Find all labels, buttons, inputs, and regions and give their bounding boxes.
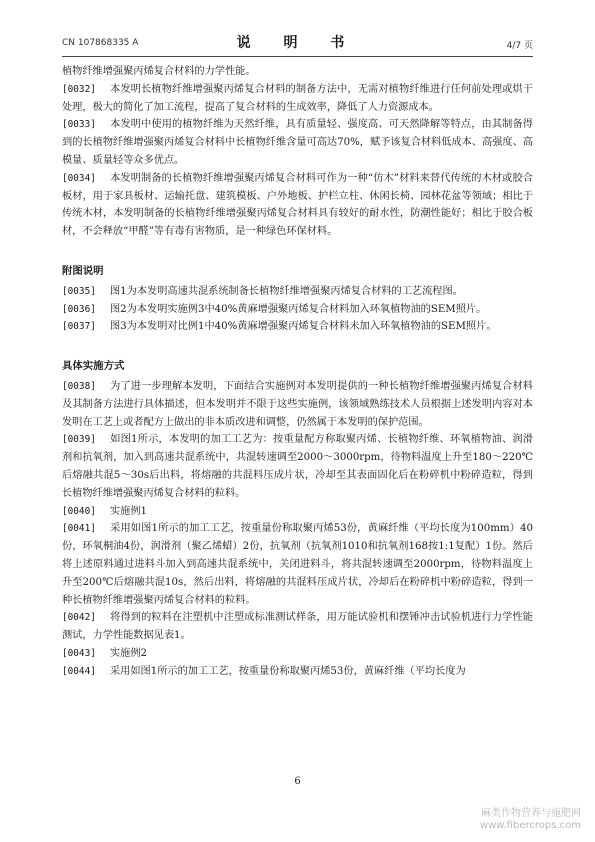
paragraph-number: [0042] xyxy=(62,612,96,624)
paragraph-number: [0041] xyxy=(62,523,96,535)
paragraph xyxy=(62,378,533,431)
paragraph xyxy=(62,609,533,645)
watermark-line-1: 麻类作物营养与施肥网 xyxy=(481,808,581,819)
paragraph xyxy=(62,170,533,241)
page-of-indicator: 4/7 页 xyxy=(506,41,533,51)
document-title: 说 明 书 xyxy=(236,35,359,51)
paragraph-group-intro xyxy=(62,63,533,241)
paragraph-number: [0032] xyxy=(62,83,96,95)
paragraph-text: 本发明中使用的植物纤维为天然纤维，具有质量轻、强度高、可天然降解等特点，由其制备得到的长植物纤维增强聚丙烯复合材料中长植物纤维含量可高达70%，赋予该复合材料低成本、高强度、高模量、质量轻等众多优点。 xyxy=(62,119,533,166)
paragraph-group-embodiments xyxy=(62,378,533,681)
paragraph-text: 植物纤维增强聚丙烯复合材料的力学性能。 xyxy=(62,66,256,77)
paragraph xyxy=(62,520,533,609)
paragraph-number: [0039] xyxy=(62,434,96,446)
paragraph-group-figures xyxy=(62,283,533,336)
paragraph-text: 将得到的粒料在注塑机中注塑成标准测试样条，用万能试验机和摆锤冲击试验机进行力学性能测试，力学性能数据见表1。 xyxy=(62,612,533,642)
paragraph xyxy=(62,81,533,117)
paragraph-text: 为了进一步理解本发明，下面结合实施例对本发明提供的一种长植物纤维增强聚丙烯复合材料及其制备方法进行具体描述，但本发明并不限于这些实施例，该领域熟练技术人员根据上述发明内容对本发明在工艺上或者配方上做出的非本质改进和调整，仍然属于本发明的保护范围。 xyxy=(62,380,533,428)
paragraph-text: 图2为本发明实施例3中40%黄麻增强聚丙烯复合材料加入环氧植物油的SEM照片。 xyxy=(110,303,487,315)
paragraph-text: 本发明长植物纤维增强聚丙烯复合材料的制备方法中，无需对植物纤维进行任何前处理或烘干处理，极大的简化了加工流程，提高了复合材料的生成效率，降低了人力资源成本。 xyxy=(62,83,533,113)
paragraph xyxy=(62,318,533,336)
watermark xyxy=(480,808,581,832)
paragraph-number: [0035] xyxy=(62,285,96,297)
page-header xyxy=(62,32,533,54)
section-heading-embodiments: 具体实施方式 xyxy=(62,360,125,373)
page-number: 6 xyxy=(294,776,301,787)
paragraph-number: [0036] xyxy=(62,303,96,315)
paragraph xyxy=(62,301,533,319)
paragraph xyxy=(62,645,533,663)
paragraph xyxy=(62,503,533,521)
paragraph-number: [0044] xyxy=(62,665,96,677)
paragraph-number: [0034] xyxy=(62,172,96,184)
paragraph-text: 实施例2 xyxy=(110,647,148,659)
paragraph xyxy=(62,431,533,502)
paragraph-text: 采用如图1所示的加工工艺，按重量份称取聚丙烯53份，黄麻纤维（平均长度为 xyxy=(110,665,466,677)
paragraph-number: [0038] xyxy=(62,380,96,392)
paragraph-text: 如图1所示，本发明的加工工艺为：按重量配方称取聚丙烯、长植物纤维、环氧植物油、润滑剂和抗氧剂，加入到高速共混系统中，共混转速调至2000～3000rpm，待物料温度上升至180～220℃后熔融共混5～30s后出料，将熔融的共混料压成片状，冷却至其表面固化后在粉碎机中粉碎造粒，得到长植物纤维增强聚丙烯复合材料的粒料。 xyxy=(62,434,533,499)
paragraph-number: [0040] xyxy=(62,505,96,517)
paragraph xyxy=(62,283,533,301)
paragraph-text: 本发明制备的长植物纤维增强聚丙烯复合材料可作为一种“仿木”材料来替代传统的木材或胶合板材，用于家具板材、运输托盘、建筑模板、户外地板、护栏立柱、休闲长椅、园林花盆等领域；相比于传统木材，本发明制备的长植物纤维增强聚丙烯复合材料具有较好的耐水性，防潮性能好；相比于胶合板材，不会释放“甲醛”等有毒有害物质，是一种绿色环保材料。 xyxy=(62,172,533,238)
paragraph-number: [0043] xyxy=(62,647,96,659)
paragraph-number: [0037] xyxy=(62,321,96,333)
publication-number: CN 107868335 A xyxy=(62,38,139,48)
paragraph-number: [0033] xyxy=(62,119,96,131)
paragraph-text: 实施例1 xyxy=(110,505,148,517)
section-heading-figures: 附图说明 xyxy=(62,264,104,277)
paragraph xyxy=(62,63,533,81)
header-divider xyxy=(62,56,533,57)
document-body xyxy=(62,63,533,681)
watermark-line-2: www.fibercrops.com xyxy=(479,820,581,831)
paragraph-text: 图3为本发明对比例1中40%黄麻增强聚丙烯复合材料未加入环氧植物油的SEM照片。 xyxy=(110,321,497,333)
paragraph xyxy=(62,663,533,681)
paragraph xyxy=(62,116,533,169)
paragraph-text: 采用如图1所示的加工工艺，按重量份称取聚丙烯53份，黄麻纤维（平均长度为100mm）40份，环氧桐油4份，润滑剂（聚乙烯蜡）2份，抗氧剂（抗氧剂1010和抗氧剂168按1:1复配）1份。然后将上述原料通过进料斗加入到高速共混系统中，关闭进料斗，将共混转速调至2000rpm，待物料温度上升至200℃后熔融共混10s，然后出料，将熔融的共混料压成片状，冷却后在粉碎机中粉碎造粒，得到一种长植物纤维增强聚丙烯复合材料的粒料。 xyxy=(62,523,533,606)
paragraph-text: 图1为本发明高速共混系统制备长植物纤维增强聚丙烯复合材料的工艺流程图。 xyxy=(110,285,463,297)
